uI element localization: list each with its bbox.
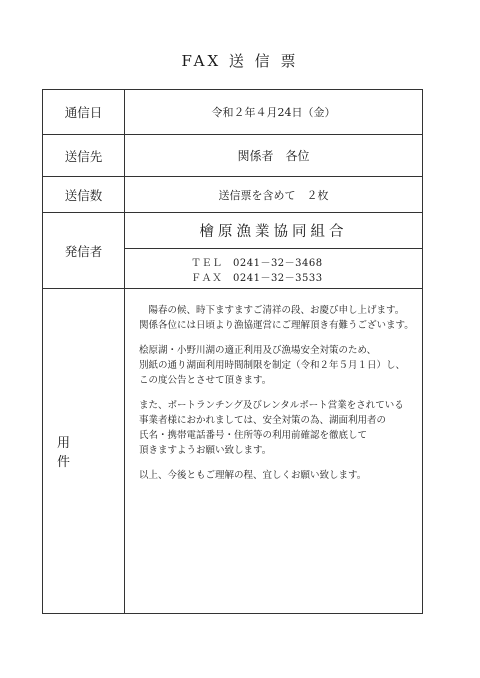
body-line: 別紙の通り湖面利用時間制限を制定（令和２年５月１日）し、 <box>139 360 406 371</box>
body-paragraph <box>139 468 419 483</box>
sender-contact <box>191 256 323 286</box>
row-sender <box>43 213 422 289</box>
recipient-value: 関係者 各位 <box>237 149 310 163</box>
body-line: 桧原湖・小野川湖の適正利用及び漁場安全対策のため、 <box>139 345 377 356</box>
sender-tel: ＴＥＬ 0241－32－3468 <box>191 258 323 269</box>
body-line: 陽春の候、時下ますますご清祥の段、お慶び申し上げます。 <box>139 305 405 316</box>
row-subject <box>43 289 422 613</box>
pages-label: 送信数 <box>43 177 125 212</box>
subject-body <box>139 303 419 493</box>
body-line: 事業者様におかれましては、安全対策の為、湖面利用者の <box>139 415 387 426</box>
date-value: 令和２年４月24日（金） <box>211 106 336 119</box>
subject-label-text: 用 件 <box>57 436 116 470</box>
body-line: また、ボートランチング及びレンタルボート営業をされている <box>139 400 404 411</box>
body-line: 氏名・携帯電話番号・住所等の利用前確認を徹底して <box>139 430 368 441</box>
body-line: 関係各位には日頃より漁協運営にご理解頂き有難うございます。 <box>139 320 414 331</box>
row-pages <box>43 177 422 213</box>
pages-value: 送信票を含めて ２枚 <box>218 188 329 202</box>
body-line: 以上、今後ともご理解の程、宜しくお願い致します。 <box>139 470 367 481</box>
row-recipient <box>43 135 422 177</box>
recipient-label: 送信先 <box>43 135 125 176</box>
body-paragraph <box>139 303 419 333</box>
fax-cover-form <box>42 89 423 614</box>
row-date <box>43 90 422 135</box>
body-paragraph <box>139 398 419 458</box>
sender-label: 発信者 <box>43 213 125 288</box>
sender-fax: ＦＡＸ 0241－32－3533 <box>191 273 323 284</box>
date-label: 通信日 <box>43 90 125 134</box>
subject-label <box>43 289 125 613</box>
body-line: この度公告とさせて頂きます。 <box>139 375 272 386</box>
body-paragraph <box>139 343 419 388</box>
body-line: 頂きますようお願い致します。 <box>139 445 272 456</box>
sender-name: 檜原漁業協同組合 <box>125 213 422 249</box>
document-title: FAX 送 信 票 <box>181 52 299 70</box>
